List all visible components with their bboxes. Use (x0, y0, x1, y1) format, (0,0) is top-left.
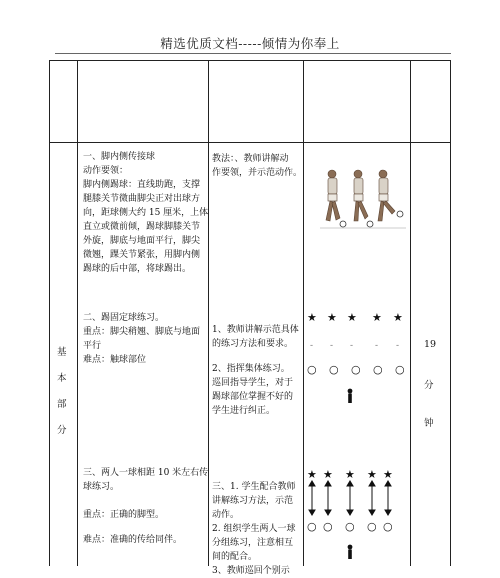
time-value: 19 (424, 339, 437, 350)
content-line: 直立或微前倾，踢球脚膝关节 (83, 222, 201, 232)
content-line: 球练习。 (83, 482, 120, 492)
star-marker: ★ (323, 468, 333, 481)
time-unit-char: 分 (424, 380, 434, 391)
teaching-line: 间的配合。 (212, 552, 258, 562)
circle-marker: ○ (367, 520, 377, 533)
content-line: 平行 (83, 341, 102, 351)
star-marker: ★ (307, 311, 317, 324)
star-marker: ★ (307, 468, 317, 481)
content-line: 重点：正确的脚型。 (83, 510, 165, 520)
content-line: 微翘，踝关节紧张，用脚内侧 (83, 250, 201, 260)
teaching-line: 分组练习，注意相互 (212, 538, 294, 548)
content-line: 难点：准确的传给同伴。 (83, 535, 183, 545)
dash-marker: - (396, 341, 400, 351)
content-line: 一、脚内侧传接球 (83, 152, 156, 162)
section-label-char: 分 (57, 425, 67, 436)
content-line: 踢球的后中部，将球踢出。 (83, 264, 192, 274)
teaching-line: 教法：、教师讲解动 (212, 154, 289, 164)
star-marker: ★ (383, 468, 393, 481)
double-arrow-icons (305, 480, 405, 516)
circle-marker: ○ (395, 363, 405, 376)
star-marker: ★ (345, 468, 355, 481)
dash-marker: - (330, 341, 334, 351)
dash-marker: - (350, 341, 354, 351)
content-line: 向，距球侧大约 15 厘米，上体 (83, 208, 209, 218)
soccer-player-kicking-sequence-icon (318, 166, 408, 232)
content-line: 外旋，脚底与地面平行，脚尖 (83, 236, 201, 246)
grid-line (49, 142, 450, 143)
circle-marker: ○ (351, 363, 361, 376)
circle-marker: ○ (307, 363, 317, 376)
content-line: 动作要领： (83, 166, 129, 176)
circle-marker: ○ (307, 520, 317, 533)
teaching-line: 学生进行纠正。 (212, 406, 276, 416)
grid-line (208, 60, 209, 566)
teaching-line: 讲解练习方法，示范 (212, 496, 294, 506)
page-header-title: 精选优质文档-----倾情为你奉上 (160, 36, 340, 51)
star-marker: ★ (372, 311, 382, 324)
section-label-char: 本 (57, 373, 67, 384)
header-divider (55, 53, 451, 54)
content-line: 重点：脚尖稍翘、脚底与地面 (83, 327, 201, 337)
grid-line (77, 60, 78, 566)
grid-line (49, 60, 450, 61)
time-unit-char: 钟 (424, 418, 434, 429)
star-marker: ★ (347, 311, 357, 324)
circle-marker: ○ (383, 520, 393, 533)
teaching-line: 三、1. 学生配合教师 (212, 482, 296, 492)
grid-line (410, 60, 411, 566)
circle-marker: ○ (345, 520, 355, 533)
teaching-line: 的练习方法和要求。 (212, 339, 294, 349)
content-line: 脚内侧踢球：直线助跑，支撑 (83, 180, 201, 190)
star-marker: ★ (367, 468, 377, 481)
circle-marker: ○ (329, 363, 339, 376)
teaching-line: 3、教师巡回个别示 (212, 566, 290, 576)
circle-marker: ○ (323, 520, 333, 533)
teacher-figure-icon (346, 544, 354, 560)
content-line: 腿膝关节微曲脚尖正对出球方 (83, 194, 201, 204)
teaching-line: 巡回指导学生，对于 (212, 378, 294, 388)
grid-line (450, 60, 451, 566)
content-line: 难点：触球部位 (83, 355, 147, 365)
section-label-char: 部 (57, 399, 67, 410)
teaching-line: 作要领，并示范动作。 (212, 168, 303, 178)
section-label-char: 基 (57, 347, 67, 358)
dash-marker: - (375, 341, 379, 351)
teaching-line: 2、指挥集体练习。 (212, 364, 290, 374)
content-line: 二、踢固定球练习。 (83, 313, 165, 323)
teacher-figure-icon (346, 388, 354, 404)
teaching-line: 1、教师讲解示范具体 (212, 325, 299, 335)
star-marker: ★ (393, 311, 403, 324)
star-marker: ★ (327, 311, 337, 324)
content-line: 三、两人一球相距 10 米左右传 (83, 468, 209, 478)
teaching-line: 踢球部位掌握不好的 (212, 392, 294, 402)
dash-marker: - (310, 341, 314, 351)
teaching-line: 2. 组织学生两人一球 (212, 524, 296, 534)
grid-line (303, 60, 304, 566)
circle-marker: ○ (373, 363, 383, 376)
teaching-line: 动作。 (212, 510, 240, 520)
grid-line (49, 60, 50, 566)
